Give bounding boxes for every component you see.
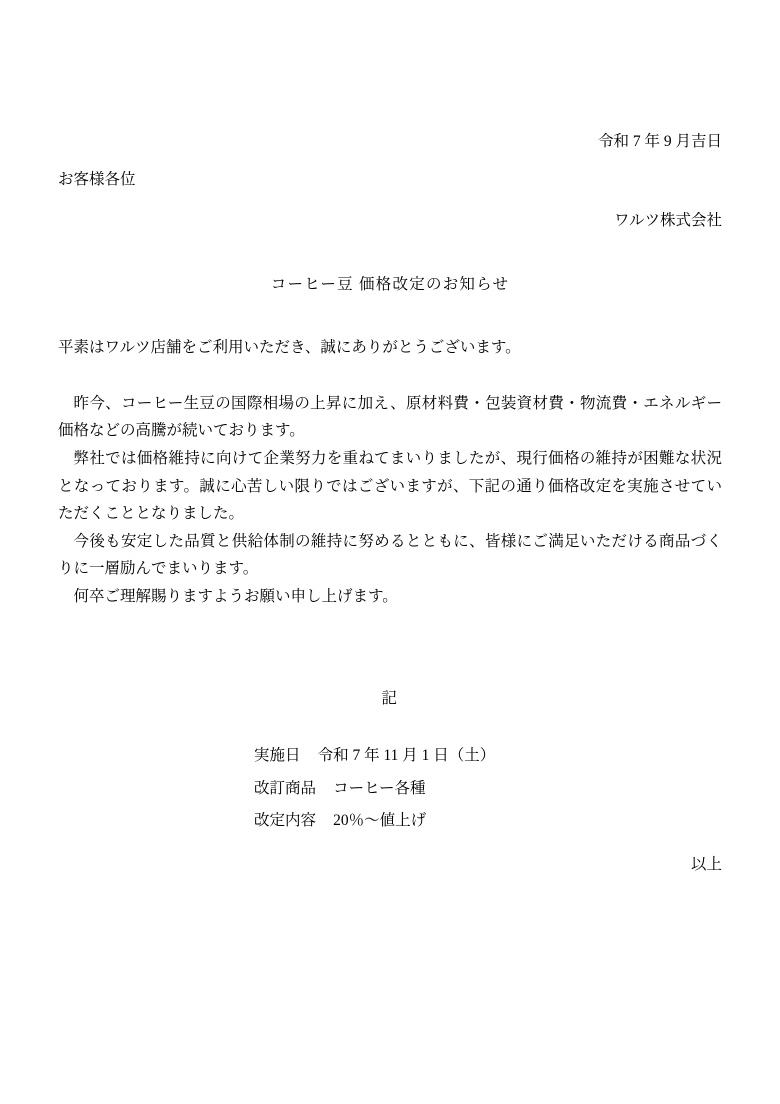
- body-paragraph: 弊社では価格維持に向けて企業努力を重ねてまいりましたが、現行価格の維持が困難な状況となっております。誠に心苦しい限りではございますが、下記の通り価格改定を実施させていただくこととなりました。: [58, 450, 722, 523]
- detail-value: コーヒー各種: [333, 779, 426, 797]
- body-paragraph: 今後も安定した品質と供給体制の維持に努めるとともに、皆様にご満足いただける商品づくりに一層励んでまいります。: [58, 532, 722, 578]
- detail-row: [254, 775, 722, 803]
- detail-value: 令和 7 年 11 月 1 日（土）: [317, 747, 496, 765]
- detail-row: [254, 807, 722, 835]
- document-greeting: 平素はワルツ店舗をご利用いただき、誠にありがとうございます。: [58, 339, 521, 357]
- document-date: 令和 7 年 9 月吉日: [597, 133, 722, 150]
- body-paragraph: 何卒ご理解賜りますようお願い申し上げます。: [73, 587, 398, 605]
- detail-row: [254, 742, 722, 770]
- detail-list: [58, 742, 722, 835]
- body-paragraph: 昨今、コーヒー生豆の国際相場の上昇に加え、原材料費・包装資材費・物流費・エネルギー価格などの高騰が続いております。: [58, 394, 722, 440]
- detail-label: 改訂商品: [254, 779, 317, 797]
- document-recipient: お客様各位: [58, 170, 136, 188]
- document-title: コーヒー豆 価格改定のお知らせ: [270, 275, 510, 293]
- document-body: [58, 390, 722, 611]
- detail-label: 実施日: [254, 747, 301, 765]
- ki-mark: 記: [381, 689, 399, 707]
- detail-value: 20％〜値上げ: [333, 812, 427, 830]
- detail-label: 改定内容: [254, 812, 317, 830]
- document-closing: 以上: [690, 855, 722, 873]
- document-sender: ワルツ株式会社: [613, 212, 722, 230]
- top-spacer: [58, 0, 722, 128]
